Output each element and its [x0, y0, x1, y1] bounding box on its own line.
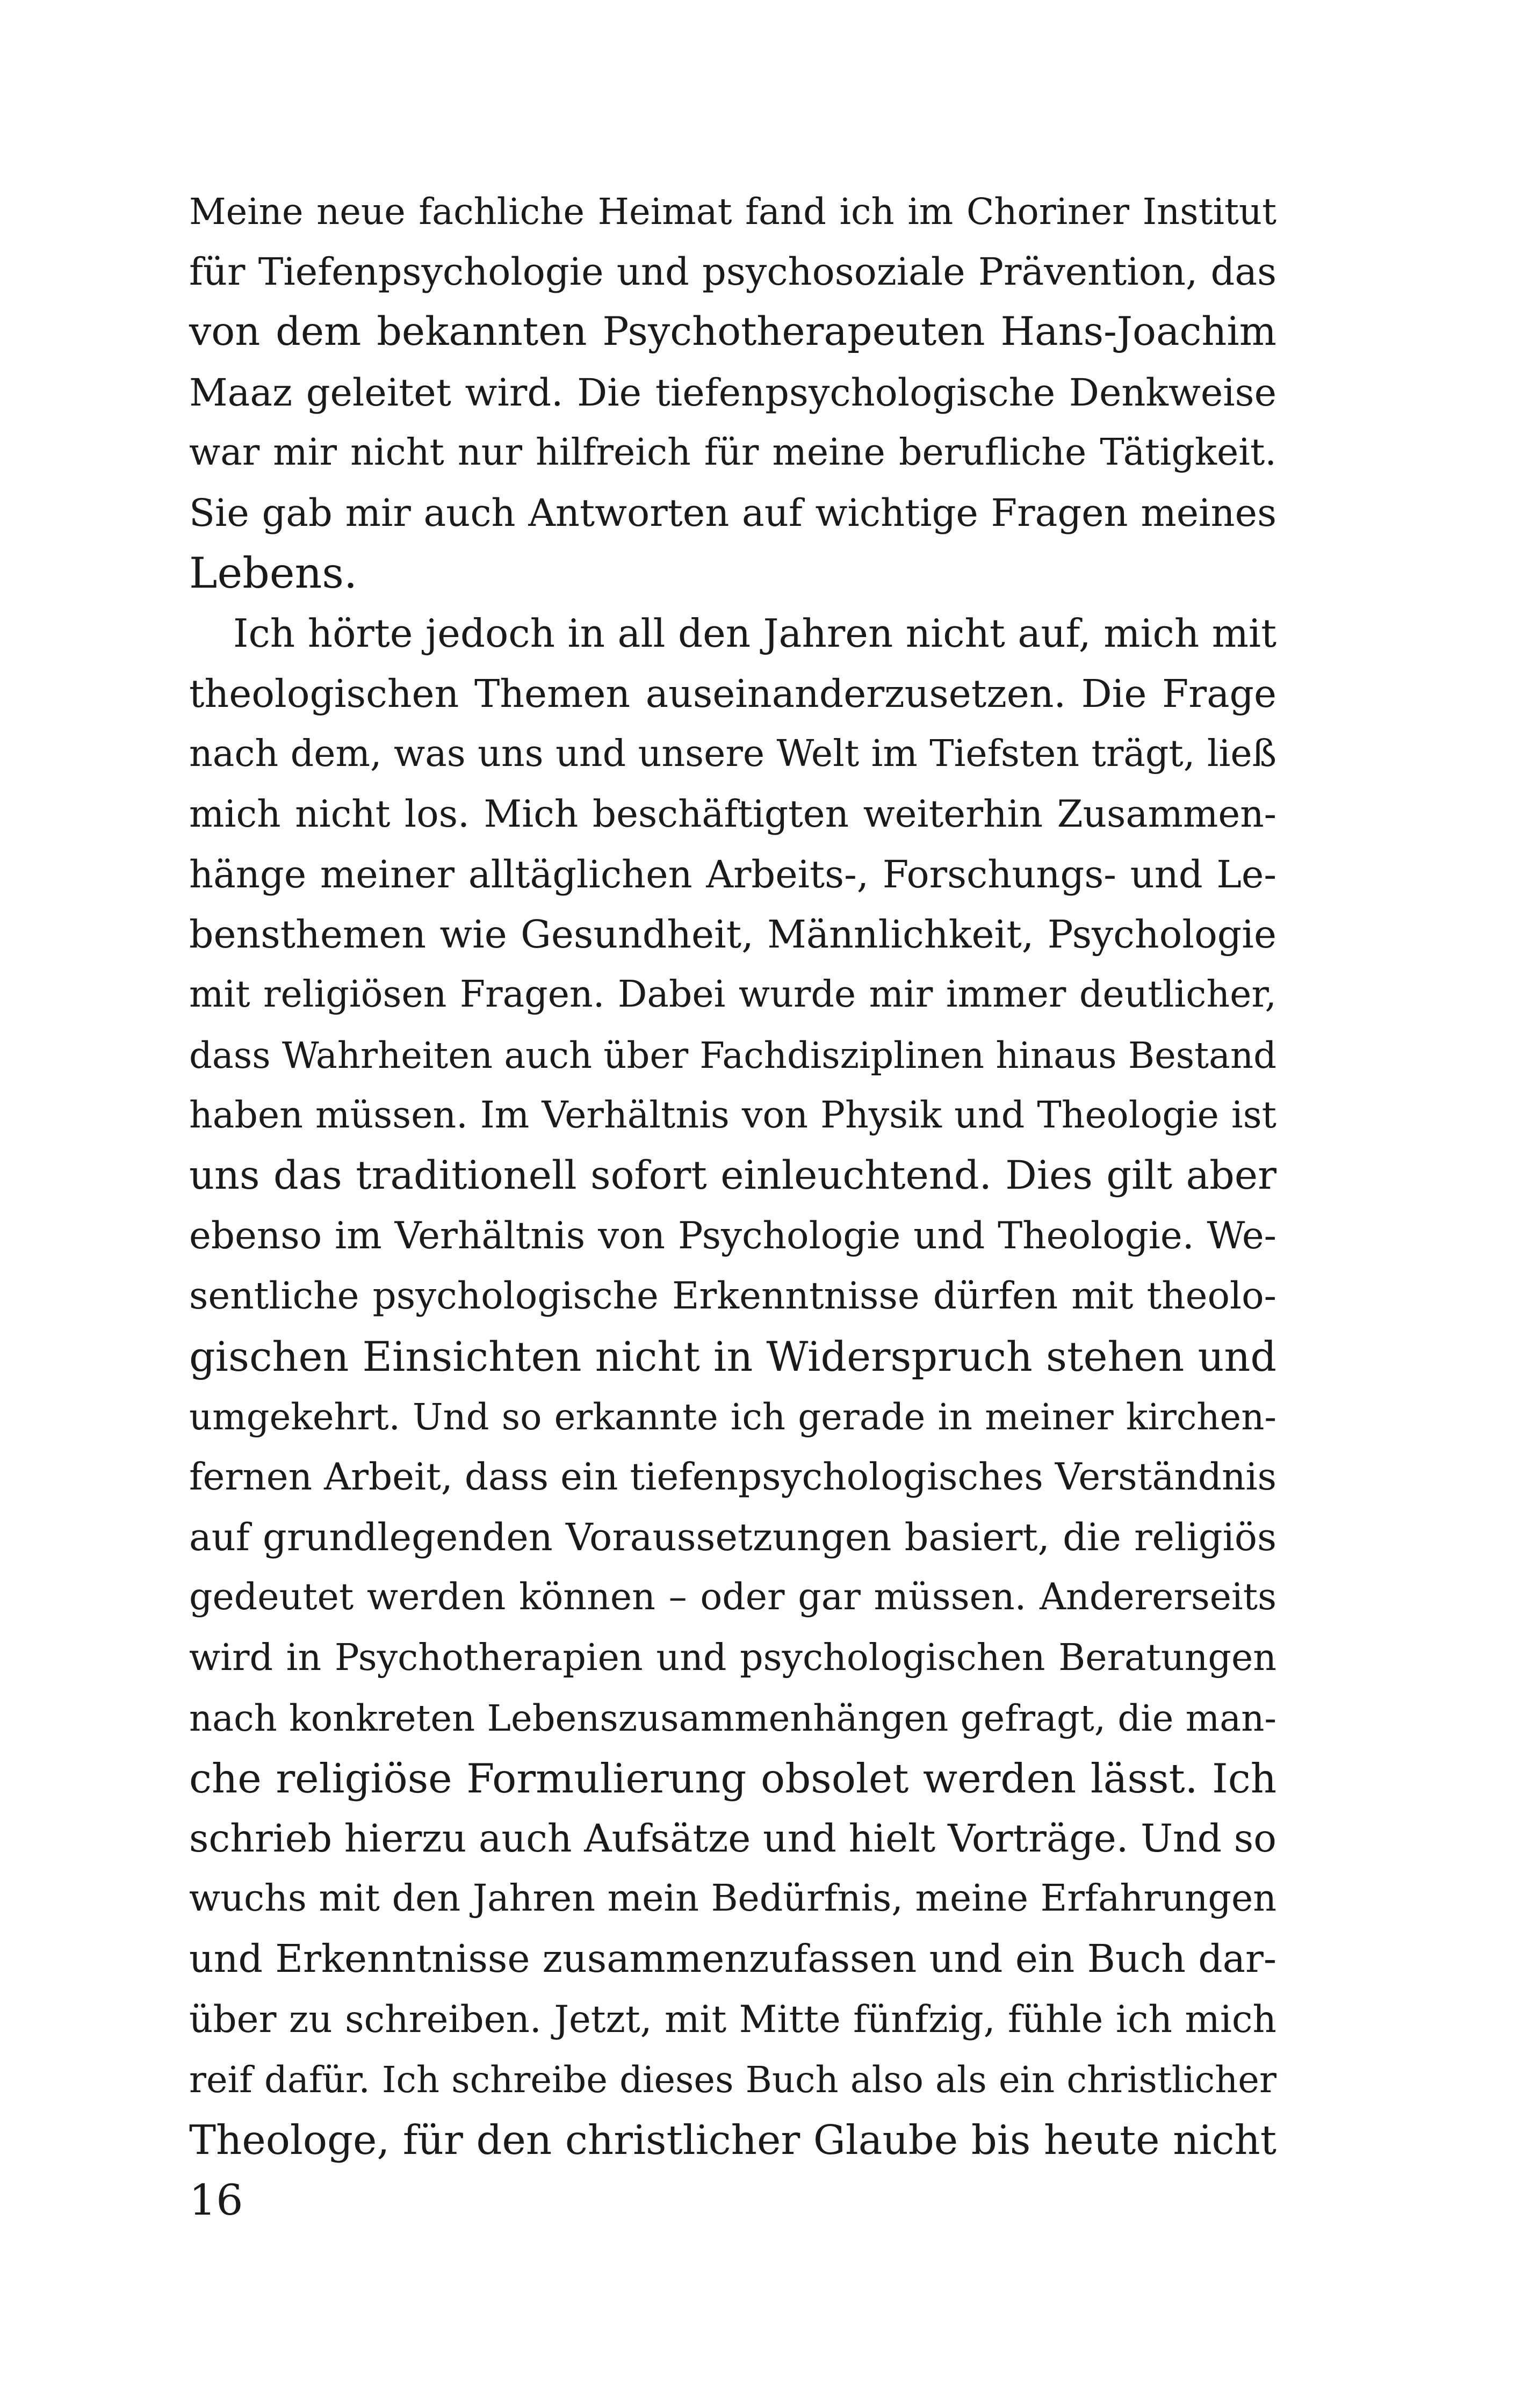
body-text [189, 182, 1276, 2170]
text-line: gischen Einsichten nicht in Widerspruch stehen und [189, 1332, 1276, 1380]
text-line: Ich hörte jedoch in all den Jahren nicht auf, mich mit [233, 611, 1276, 656]
text-line: nach dem, was uns und unsere Welt im Tiefsten trägt, ließ [189, 732, 1276, 775]
text-line: ebenso im Verhältnis von Psychologie und Theologie. We- [189, 1214, 1276, 1258]
text-line: uns das traditionell sofort einleuchtend. Dies gilt aber [189, 1153, 1276, 1198]
text-line: che religiöse Formulierung obsolet werden lässt. Ich [189, 1754, 1276, 1802]
text-line: Meine neue fachliche Heimat fand ich im Choriner Institut [189, 191, 1276, 233]
text-line: schrieb hierzu auch Aufsätze und hielt Vorträge. Und so [189, 1816, 1276, 1861]
text-line: umgekehrt. Und so erkannte ich gerade in meiner kirchen- [189, 1395, 1276, 1438]
text-line: wuchs mit den Jahren mein Bedürfnis, meine Erfahrungen [189, 1877, 1276, 1920]
text-line: für Tiefenpsychologie und psychosoziale Prävention, das [189, 250, 1276, 294]
text-line: mich nicht los. Mich beschäftigten weiterhin Zusammen- [189, 792, 1276, 836]
text-line: mit religiösen Fragen. Dabei wurde mir immer deutlicher, [189, 973, 1276, 1016]
text-line: Sie gab mir auch Antworten auf wichtige Fragen meines [189, 490, 1276, 535]
text-line: war mir nicht nur hilfreich für meine berufliche Tätigkeit. [189, 431, 1276, 474]
text-line: sentliche psychologische Erkenntnisse dürfen mit theolo- [189, 1275, 1276, 1318]
text-line: fernen Arbeit, dass ein tiefenpsychologisches Verständnis [189, 1455, 1276, 1499]
text-line: nach konkreten Lebenszusammenhängen gefragt, die man- [189, 1697, 1276, 1739]
text-line: dass Wahrheiten auch über Fachdisziplinen hinaus Bestand [189, 1034, 1277, 1076]
text-line: bensthemen wie Gesundheit, Männlichkeit, Psychologie [189, 912, 1276, 957]
text-line: über zu schreiben. Jetzt, mit Mitte fünfzig, fühle ich mich [189, 1998, 1276, 2041]
text-line: Maaz geleitet wird. Die tiefenpsychologische Denkweise [189, 370, 1276, 415]
text-line: auf grundlegenden Voraussetzungen basiert, die religiös [189, 1515, 1276, 1560]
page-number: 16 [189, 2175, 243, 2225]
text-line: Lebens. [189, 548, 358, 598]
text-line: theologischen Themen auseinanderzusetzen. Die Frage [189, 671, 1276, 716]
text-line: haben müssen. Im Verhältnis von Physik und Theologie ist [189, 1094, 1276, 1137]
text-line: reif dafür. Ich schreibe dieses Buch also als ein christlicher [189, 2058, 1276, 2101]
text-line: gedeutet werden können – oder gar müssen. Andererseits [189, 1576, 1276, 1619]
text-line: hänge meiner alltäglichen Arbeits-, Forschungs- und Le- [189, 852, 1276, 897]
text-line: Theologe, für den christlicher Glaube bis heute nicht [189, 2116, 1276, 2164]
text-line: von dem bekannten Psychotherapeuten Hans-Joachim [189, 309, 1276, 355]
text-line: wird in Psychotherapien und psychologischen Beratungen [189, 1636, 1276, 1679]
text-line: und Erkenntnisse zusammenzufassen und ein Buch dar- [189, 1936, 1276, 1982]
